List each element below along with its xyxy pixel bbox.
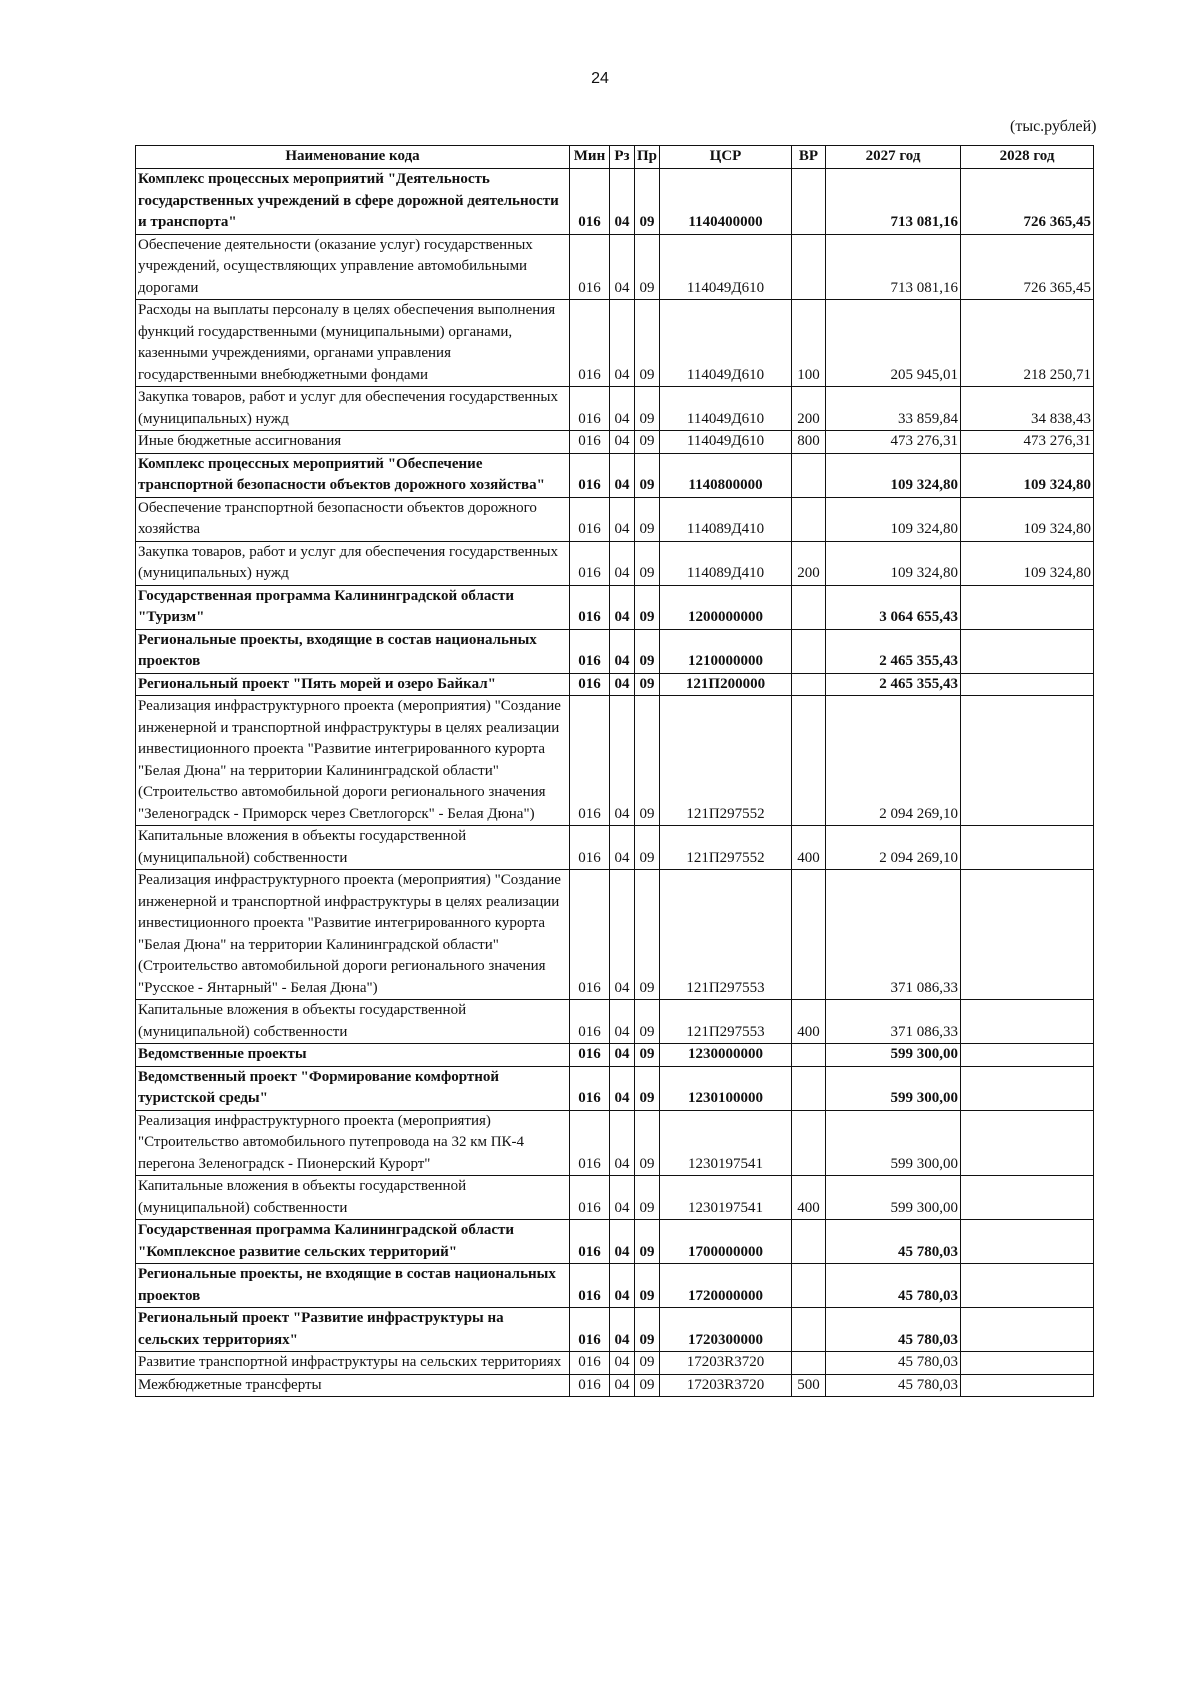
cell-rz: 04: [610, 1176, 635, 1220]
cell-rz: 04: [610, 1352, 635, 1375]
cell-y2027: 599 300,00: [826, 1110, 961, 1176]
cell-y2027: 2 465 355,43: [826, 629, 961, 673]
cell-pr: 09: [635, 1110, 660, 1176]
cell-y2027: 109 324,80: [826, 541, 961, 585]
cell-y2028: [961, 696, 1094, 826]
cell-y2028: [961, 1308, 1094, 1352]
table-row: [136, 673, 1094, 696]
table-row: [136, 1066, 1094, 1110]
cell-csr: 1230100000: [660, 1066, 792, 1110]
cell-name: Закупка товаров, работ и услуг для обеспечения государственных (муниципальных) нужд: [136, 387, 570, 431]
cell-pr: 09: [635, 453, 660, 497]
cell-min: 016: [570, 497, 610, 541]
header-2028: 2028 год: [961, 146, 1094, 169]
cell-rz: 04: [610, 387, 635, 431]
cell-y2028: [961, 1110, 1094, 1176]
cell-y2028: [961, 1176, 1094, 1220]
cell-rz: 04: [610, 1308, 635, 1352]
cell-y2028: [961, 1066, 1094, 1110]
cell-min: 016: [570, 673, 610, 696]
cell-name: Ведомственный проект "Формирование комфортной туристской среды": [136, 1066, 570, 1110]
cell-y2028: 34 838,43: [961, 387, 1094, 431]
cell-y2027: 2 465 355,43: [826, 673, 961, 696]
cell-rz: 04: [610, 870, 635, 1000]
cell-y2027: 45 780,03: [826, 1264, 961, 1308]
cell-rz: 04: [610, 1000, 635, 1044]
cell-y2028: 726 365,45: [961, 169, 1094, 235]
cell-name: Развитие транспортной инфраструктуры на сельских территориях: [136, 1352, 570, 1375]
cell-y2028: [961, 1264, 1094, 1308]
cell-min: 016: [570, 826, 610, 870]
cell-csr: 114049Д610: [660, 431, 792, 454]
cell-rz: 04: [610, 169, 635, 235]
cell-name: Региональный проект "Развитие инфраструктуры на сельских территориях": [136, 1308, 570, 1352]
cell-vr: [792, 1044, 826, 1067]
cell-csr: 1720300000: [660, 1308, 792, 1352]
cell-y2027: 45 780,03: [826, 1220, 961, 1264]
cell-y2028: [961, 1220, 1094, 1264]
table-row: [136, 696, 1094, 826]
cell-min: 016: [570, 453, 610, 497]
table-row: [136, 629, 1094, 673]
cell-min: 016: [570, 1220, 610, 1264]
cell-name: Межбюджетные трансферты: [136, 1374, 570, 1397]
cell-y2027: 45 780,03: [826, 1308, 961, 1352]
cell-pr: 09: [635, 300, 660, 387]
cell-csr: 17203R3720: [660, 1352, 792, 1375]
cell-rz: 04: [610, 673, 635, 696]
cell-y2028: 726 365,45: [961, 234, 1094, 300]
cell-csr: 114049Д610: [660, 234, 792, 300]
cell-y2028: [961, 870, 1094, 1000]
cell-y2027: 33 859,84: [826, 387, 961, 431]
cell-y2027: 599 300,00: [826, 1066, 961, 1110]
cell-vr: [792, 234, 826, 300]
cell-csr: 17203R3720: [660, 1374, 792, 1397]
cell-pr: 09: [635, 1264, 660, 1308]
cell-vr: [792, 497, 826, 541]
cell-min: 016: [570, 1176, 610, 1220]
cell-rz: 04: [610, 585, 635, 629]
cell-vr: 500: [792, 1374, 826, 1397]
cell-csr: 1230197541: [660, 1176, 792, 1220]
cell-name: Ведомственные проекты: [136, 1044, 570, 1067]
cell-y2028: [961, 673, 1094, 696]
cell-min: 016: [570, 1110, 610, 1176]
cell-vr: [792, 453, 826, 497]
table-row: [136, 387, 1094, 431]
cell-y2027: 109 324,80: [826, 453, 961, 497]
table-row: [136, 300, 1094, 387]
cell-y2028: [961, 1000, 1094, 1044]
header-name: Наименование кода: [136, 146, 570, 169]
cell-y2028: [961, 629, 1094, 673]
cell-y2027: 205 945,01: [826, 300, 961, 387]
cell-csr: 1720000000: [660, 1264, 792, 1308]
cell-y2027: 713 081,16: [826, 234, 961, 300]
cell-vr: 800: [792, 431, 826, 454]
header-vr: ВР: [792, 146, 826, 169]
cell-y2028: 109 324,80: [961, 453, 1094, 497]
table-row: [136, 1044, 1094, 1067]
cell-rz: 04: [610, 541, 635, 585]
cell-csr: 1210000000: [660, 629, 792, 673]
cell-y2027: 109 324,80: [826, 497, 961, 541]
cell-pr: 09: [635, 431, 660, 454]
cell-y2027: 713 081,16: [826, 169, 961, 235]
cell-vr: [792, 1264, 826, 1308]
cell-min: 016: [570, 1264, 610, 1308]
cell-vr: [792, 1308, 826, 1352]
cell-csr: 114049Д610: [660, 387, 792, 431]
table-row: [136, 497, 1094, 541]
cell-min: 016: [570, 696, 610, 826]
table-row: [136, 1176, 1094, 1220]
cell-y2028: [961, 826, 1094, 870]
cell-name: Комплекс процессных мероприятий "Деятельность государственных учреждений в сфере дорожной деятельности и транспорта": [136, 169, 570, 235]
table-row: [136, 1000, 1094, 1044]
cell-name: Региональный проект "Пять морей и озеро Байкал": [136, 673, 570, 696]
cell-csr: 114089Д410: [660, 541, 792, 585]
cell-min: 016: [570, 387, 610, 431]
cell-vr: [792, 169, 826, 235]
table-row: [136, 169, 1094, 235]
cell-y2027: 599 300,00: [826, 1044, 961, 1067]
cell-rz: 04: [610, 1110, 635, 1176]
table-header-row: [136, 146, 1094, 169]
cell-csr: 121П297553: [660, 870, 792, 1000]
cell-y2027: 3 064 655,43: [826, 585, 961, 629]
cell-pr: 09: [635, 696, 660, 826]
cell-pr: 09: [635, 870, 660, 1000]
table-row: [136, 1220, 1094, 1264]
table-row: [136, 234, 1094, 300]
cell-y2027: 2 094 269,10: [826, 696, 961, 826]
cell-pr: 09: [635, 585, 660, 629]
table-row: [136, 1110, 1094, 1176]
cell-y2028: [961, 1374, 1094, 1397]
cell-csr: 121П297552: [660, 826, 792, 870]
table-row: [136, 453, 1094, 497]
cell-vr: 400: [792, 1000, 826, 1044]
header-pr: Пр: [635, 146, 660, 169]
cell-pr: 09: [635, 1374, 660, 1397]
cell-name: Государственная программа Калининградской области "Комплексное развитие сельских территорий": [136, 1220, 570, 1264]
cell-pr: 09: [635, 541, 660, 585]
cell-pr: 09: [635, 169, 660, 235]
cell-csr: 121П297552: [660, 696, 792, 826]
cell-vr: [792, 629, 826, 673]
cell-pr: 09: [635, 673, 660, 696]
cell-min: 016: [570, 1374, 610, 1397]
cell-name: Комплекс процессных мероприятий "Обеспечение транспортной безопасности объектов дорожного хозяйства": [136, 453, 570, 497]
cell-y2027: 371 086,33: [826, 870, 961, 1000]
cell-y2028: [961, 585, 1094, 629]
cell-name: Реализация инфраструктурного проекта (мероприятия) "Создание инженерной и транспортной инфраструктуры в целях реализации инвестиционного проекта "Развитие интегрированного курорта "Белая Дюна" на территории Калининградской области" (Строительство автомобильной дороги регионального значения "Русское - Янтарный" - Белая Дюна"): [136, 870, 570, 1000]
cell-pr: 09: [635, 1352, 660, 1375]
cell-name: Реализация инфраструктурного проекта (мероприятия) "Создание инженерной и транспортной инфраструктуры в целях реализации инвестиционного проекта "Развитие интегрированного курорта "Белая Дюна" на территории Калининградской области" (Строительство автомобильной дороги регионального значения "Зеленоградск - Приморск через Светлогорск" - Белая Дюна"): [136, 696, 570, 826]
cell-pr: 09: [635, 1000, 660, 1044]
cell-vr: 200: [792, 387, 826, 431]
cell-pr: 09: [635, 1066, 660, 1110]
table-row: [136, 541, 1094, 585]
cell-name: Капитальные вложения в объекты государственной (муниципальной) собственности: [136, 826, 570, 870]
units-label: (тыс.рублей): [1010, 118, 1097, 135]
cell-rz: 04: [610, 629, 635, 673]
cell-vr: [792, 1352, 826, 1375]
cell-vr: 200: [792, 541, 826, 585]
cell-rz: 04: [610, 300, 635, 387]
cell-y2028: 109 324,80: [961, 541, 1094, 585]
cell-name: Капитальные вложения в объекты государственной (муниципальной) собственности: [136, 1000, 570, 1044]
cell-vr: [792, 673, 826, 696]
cell-pr: 09: [635, 234, 660, 300]
cell-csr: 1700000000: [660, 1220, 792, 1264]
cell-y2028: 473 276,31: [961, 431, 1094, 454]
cell-rz: 04: [610, 696, 635, 826]
cell-pr: 09: [635, 629, 660, 673]
cell-min: 016: [570, 629, 610, 673]
cell-name: Обеспечение транспортной безопасности объектов дорожного хозяйства: [136, 497, 570, 541]
header-2027: 2027 год: [826, 146, 961, 169]
cell-csr: 1140800000: [660, 453, 792, 497]
table-row: [136, 585, 1094, 629]
cell-y2028: [961, 1044, 1094, 1067]
cell-vr: [792, 1066, 826, 1110]
table-row: [136, 1374, 1094, 1397]
cell-y2027: 473 276,31: [826, 431, 961, 454]
cell-vr: [792, 1110, 826, 1176]
cell-y2028: 218 250,71: [961, 300, 1094, 387]
cell-name: Региональные проекты, входящие в состав национальных проектов: [136, 629, 570, 673]
cell-vr: [792, 696, 826, 826]
header-min: Мин: [570, 146, 610, 169]
cell-csr: 1200000000: [660, 585, 792, 629]
header-rz: Рз: [610, 146, 635, 169]
cell-vr: [792, 870, 826, 1000]
cell-name: Иные бюджетные ассигнования: [136, 431, 570, 454]
table-row: [136, 870, 1094, 1000]
cell-min: 016: [570, 541, 610, 585]
cell-pr: 09: [635, 497, 660, 541]
cell-pr: 09: [635, 1176, 660, 1220]
cell-name: Государственная программа Калининградской области "Туризм": [136, 585, 570, 629]
cell-rz: 04: [610, 1220, 635, 1264]
cell-rz: 04: [610, 1374, 635, 1397]
cell-name: Региональные проекты, не входящие в состав национальных проектов: [136, 1264, 570, 1308]
table-row: [136, 431, 1094, 454]
table-body: [136, 169, 1094, 1397]
cell-vr: [792, 1220, 826, 1264]
cell-pr: 09: [635, 826, 660, 870]
cell-min: 016: [570, 169, 610, 235]
cell-min: 016: [570, 1066, 610, 1110]
cell-min: 016: [570, 300, 610, 387]
cell-y2027: 45 780,03: [826, 1352, 961, 1375]
cell-name: Капитальные вложения в объекты государственной (муниципальной) собственности: [136, 1176, 570, 1220]
cell-rz: 04: [610, 1044, 635, 1067]
cell-y2028: [961, 1352, 1094, 1375]
page-number: 24: [591, 70, 609, 87]
cell-vr: 400: [792, 826, 826, 870]
cell-name: Обеспечение деятельности (оказание услуг) государственных учреждений, осуществляющих управление автомобильными дорогами: [136, 234, 570, 300]
cell-csr: 114049Д610: [660, 300, 792, 387]
cell-min: 016: [570, 234, 610, 300]
table-row: [136, 1264, 1094, 1308]
table-row: [136, 1352, 1094, 1375]
cell-rz: 04: [610, 1264, 635, 1308]
cell-y2027: 2 094 269,10: [826, 826, 961, 870]
cell-csr: 114089Д410: [660, 497, 792, 541]
cell-pr: 09: [635, 387, 660, 431]
header-csr: ЦСР: [660, 146, 792, 169]
cell-min: 016: [570, 1352, 610, 1375]
cell-y2027: 45 780,03: [826, 1374, 961, 1397]
cell-rz: 04: [610, 826, 635, 870]
cell-name: Закупка товаров, работ и услуг для обеспечения государственных (муниципальных) нужд: [136, 541, 570, 585]
cell-name: Расходы на выплаты персоналу в целях обеспечения выполнения функций государственными (муниципальными) органами, казенными учреждениями, органами управления государственными внебюджетными фондами: [136, 300, 570, 387]
cell-rz: 04: [610, 431, 635, 454]
budget-table: [135, 145, 1094, 1397]
table-row: [136, 1308, 1094, 1352]
cell-pr: 09: [635, 1308, 660, 1352]
cell-min: 016: [570, 1044, 610, 1067]
cell-rz: 04: [610, 453, 635, 497]
cell-rz: 04: [610, 234, 635, 300]
cell-rz: 04: [610, 1066, 635, 1110]
cell-name: Реализация инфраструктурного проекта (мероприятия) "Строительство автомобильного путепровода на 32 км ПК-4 перегона Зеленоградск - Пионерский Курорт": [136, 1110, 570, 1176]
cell-y2028: 109 324,80: [961, 497, 1094, 541]
table-row: [136, 826, 1094, 870]
cell-rz: 04: [610, 497, 635, 541]
cell-pr: 09: [635, 1220, 660, 1264]
cell-min: 016: [570, 585, 610, 629]
cell-vr: [792, 585, 826, 629]
cell-csr: 121П297553: [660, 1000, 792, 1044]
cell-min: 016: [570, 1308, 610, 1352]
cell-min: 016: [570, 1000, 610, 1044]
cell-csr: 1230197541: [660, 1110, 792, 1176]
cell-vr: 400: [792, 1176, 826, 1220]
cell-y2027: 371 086,33: [826, 1000, 961, 1044]
cell-min: 016: [570, 431, 610, 454]
cell-vr: 100: [792, 300, 826, 387]
cell-csr: 1140400000: [660, 169, 792, 235]
cell-csr: 1230000000: [660, 1044, 792, 1067]
cell-min: 016: [570, 870, 610, 1000]
cell-csr: 121П200000: [660, 673, 792, 696]
cell-y2027: 599 300,00: [826, 1176, 961, 1220]
cell-pr: 09: [635, 1044, 660, 1067]
